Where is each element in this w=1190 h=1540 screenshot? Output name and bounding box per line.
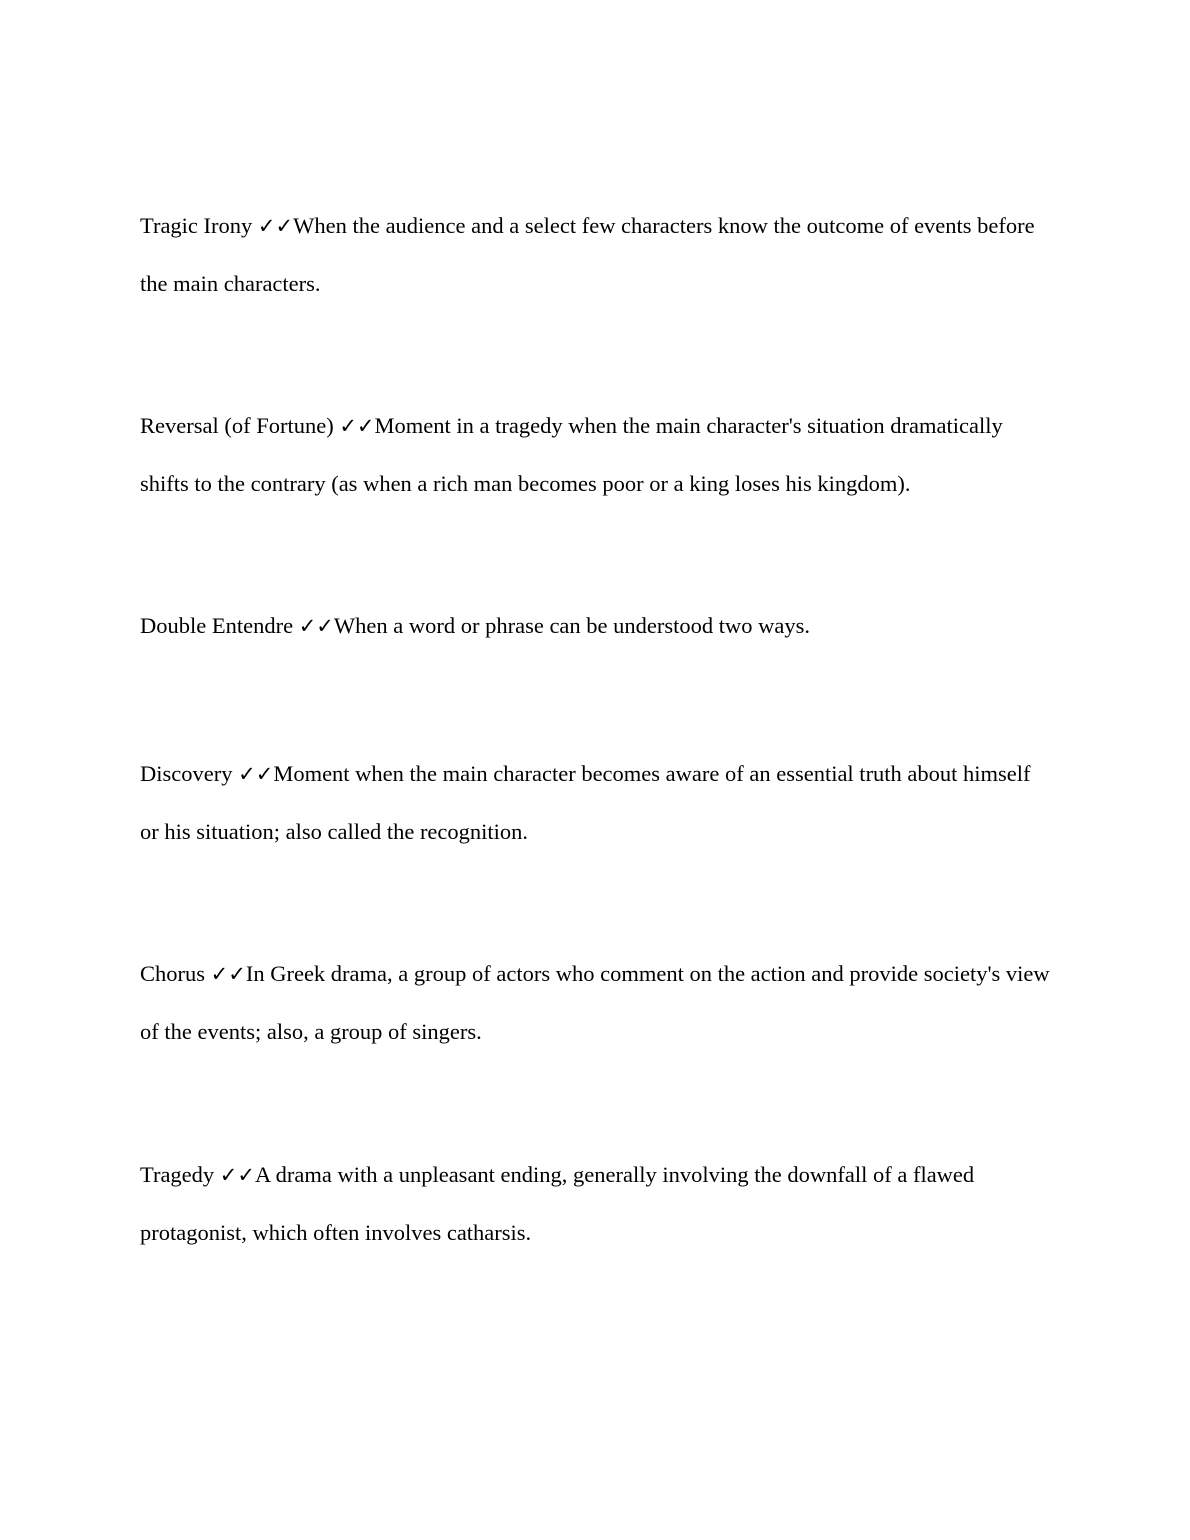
entry-term: Double Entendre: [140, 613, 294, 638]
entry-text: [140, 745, 1050, 861]
entry-term: Discovery: [140, 761, 233, 786]
entry-text: [140, 1146, 1050, 1262]
check-marks-icon: ✓✓: [219, 1163, 255, 1187]
glossary-entry-double-entendre: [140, 597, 1050, 655]
entry-term: Chorus: [140, 961, 206, 986]
entry-text: [140, 197, 1050, 313]
check-marks-icon: ✓✓: [257, 214, 294, 238]
entry-definition: When a word or phrase can be understood two ways.: [333, 613, 811, 638]
check-marks-icon: ✓✓: [339, 414, 375, 438]
entry-definition: In Greek drama, a group of actors who comment on the action and provide society's view of the events; also, a group of singers.: [140, 961, 1050, 1044]
entry-definition: A drama with a unpleasant ending, generally involving the downfall of a flawed protagonist, which often involves catharsis.: [140, 1162, 975, 1245]
check-marks-icon: ✓✓: [210, 962, 246, 986]
glossary-entry-discovery: [140, 745, 1050, 861]
check-marks-icon: ✓✓: [298, 614, 334, 638]
entry-text: [140, 597, 1050, 655]
entry-definition: When the audience and a select few characters know the outcome of events before the main characters.: [140, 213, 1035, 296]
glossary-entry-tragic-irony: [140, 197, 1050, 313]
glossary-entry-tragedy: [140, 1146, 1050, 1262]
glossary-entry-reversal: [140, 397, 1050, 513]
entry-definition: Moment in a tragedy when the main character's situation dramatically shifts to the contrary (as when a rich man becomes poor or a king loses his kingdom).: [140, 413, 1003, 496]
entry-definition: Moment when the main character becomes aware of an essential truth about himself or his situation; also called the recognition.: [140, 761, 1031, 844]
entry-term: Reversal (of Fortune): [140, 413, 334, 438]
entry-term: Tragedy: [140, 1162, 215, 1187]
entry-term: Tragic Irony: [140, 213, 253, 238]
glossary-entry-chorus: [140, 945, 1050, 1061]
entry-text: [140, 397, 1050, 513]
check-marks-icon: ✓✓: [238, 762, 274, 786]
entry-text: [140, 945, 1050, 1061]
